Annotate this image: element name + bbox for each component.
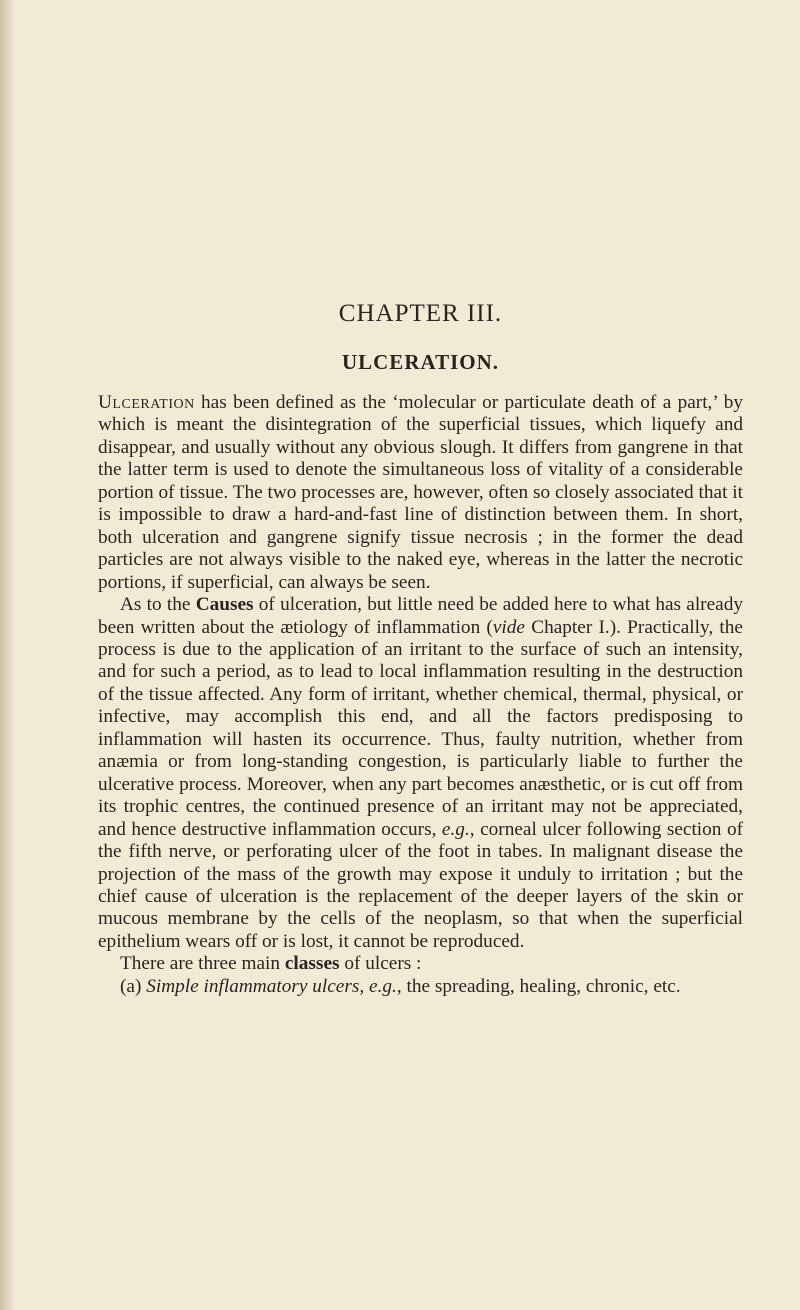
italic-term: e.g. — [441, 818, 470, 840]
book-spine-shadow — [0, 0, 14, 1310]
page-body — [98, 300, 743, 998]
paragraph-causes — [98, 594, 743, 953]
paragraph-simple-ulcers — [98, 976, 743, 998]
section-heading: ULCERATION. — [341, 350, 500, 374]
italic-term: vide — [492, 616, 525, 638]
paragraph-text: , corneal ulcer following section of the fifth nerve, or perforating ulcer of the foot in tabes. In malignant disease the projection of the mass of the growth may expose it unduly to irritation ; but the chief cause of ulceration is the replacement of the deeper layers of the skin or mucous membrane by the cells of the neoplasm, so that when the superficial epithelium wears off or is lost, it cannot be reproduced. — [98, 818, 744, 952]
paragraph-text: As to the — [120, 594, 196, 616]
paragraph-text: of ulcers : — [339, 953, 422, 975]
bold-term: classes — [284, 953, 340, 975]
chapter-heading: CHAPTER III. — [338, 300, 503, 327]
paragraph-text: Chapter I.). Practically, the process is due to the application of an irritant to the surface of such an intensity, and for such a period, as to lead to local inflammation resulting in the destruction of the tissue affected. Any form of irritant, whether chemical, thermal, physical, or infective, may accomplish this end, and all the factors predisposing to inflammation will hasten its occurrence. Thus, faulty nutrition, whether from anæmia or from long-standing congestion, is particularly liable to further the ulcerative process. Moreover, when any part becomes anæsthetic, or is cut off from its trophic centres, the continued presence of an irritant may not be appreciated, and hence destructive inflammation occurs, — [98, 616, 743, 840]
paragraph-text: has been defined as the ‘molecular or particulate death of a part,’ by which is meant the disintegration of the superficial tissues, which liquefy and disappear, and usually without any obvious slough. It differs from gangrene in that the latter term is used to denote the simultaneous loss of vitality of a considerable portion of tissue. The two processes are, however, often so closely associated that it is impossible to draw a hard-and-fast line of distinction between them. In short, both ulceration and gangrene signify tissue necrosis ; in the former the dead particles are not always visible to the naked eye, whereas in the latter the necrotic portions, if superficial, can always be seen. — [98, 392, 743, 593]
paragraph-classes — [98, 953, 743, 975]
lead-word: Ulceration — [98, 392, 195, 413]
paragraph-definition — [98, 392, 743, 594]
italic-term: Simple inflammatory ulcers, e.g. — [146, 975, 397, 997]
paragraph-text: There are three main — [120, 953, 285, 975]
paragraph-text: of ulceration, but little need be added here to what has already been written about the ætiology of inflammation ( — [98, 594, 743, 638]
bold-term: Causes — [195, 594, 254, 616]
paragraph-text: , the spreading, healing, chronic, etc. — [396, 975, 681, 997]
list-label: (a) — [120, 975, 142, 997]
